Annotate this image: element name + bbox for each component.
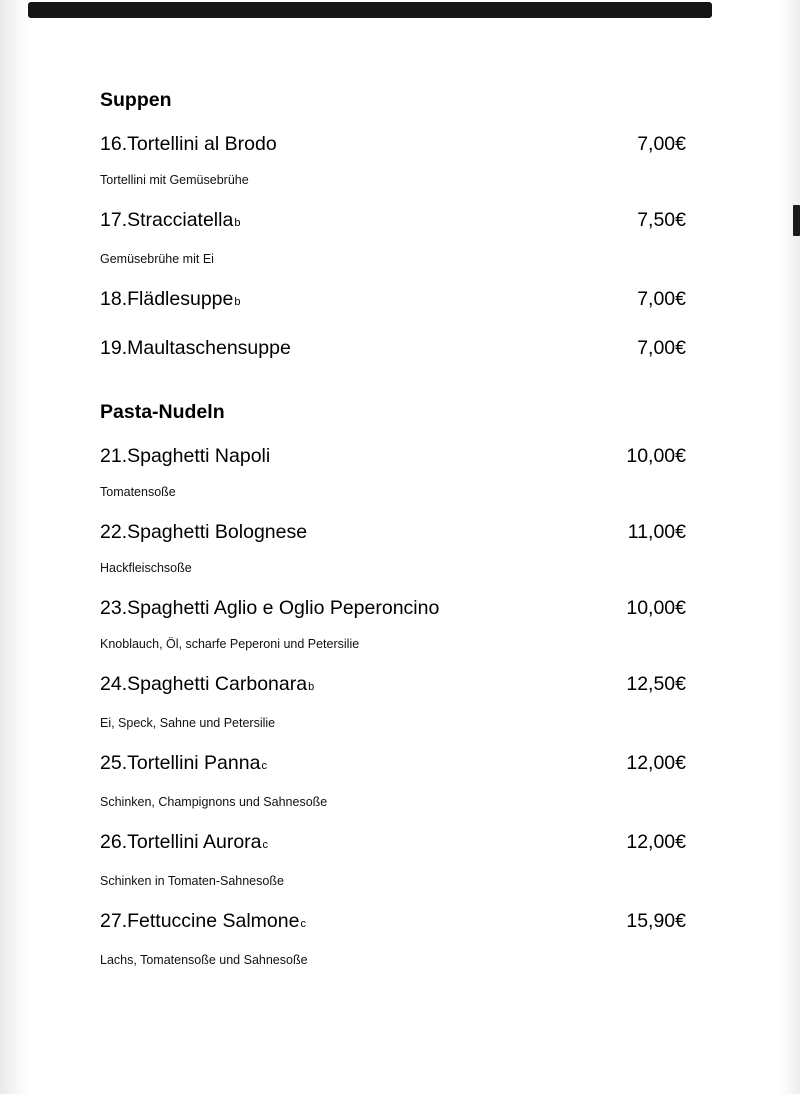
menu-item bbox=[100, 594, 686, 652]
item-price: 12,00€ bbox=[626, 752, 686, 774]
item-row bbox=[100, 749, 686, 780]
allergen-marker: c bbox=[262, 839, 269, 851]
item-description: Hackfleischsoße bbox=[100, 561, 192, 575]
item-row bbox=[100, 442, 686, 470]
item-title-text: 24.Spaghetti Carbonara bbox=[100, 673, 308, 695]
item-title: 22.Spaghetti Bolognese bbox=[100, 521, 308, 543]
item-row bbox=[100, 206, 686, 237]
item-title-text: 25.Tortellini Panna bbox=[100, 752, 261, 774]
item-price: 7,50€ bbox=[637, 209, 686, 231]
item-row bbox=[100, 907, 686, 938]
item-title bbox=[100, 828, 268, 859]
allergen-marker: b bbox=[308, 681, 315, 693]
item-title bbox=[100, 206, 240, 237]
item-title: 16.Tortellini al Brodo bbox=[100, 133, 277, 155]
item-row bbox=[100, 670, 686, 701]
allergen-marker: c bbox=[261, 760, 267, 772]
item-title-text: 26.Tortellini Aurora bbox=[100, 831, 262, 853]
item-description: Lachs, Tomatensoße und Sahnesoße bbox=[100, 953, 308, 967]
item-description: Gemüsebrühe mit Ei bbox=[100, 252, 214, 266]
menu-item bbox=[100, 334, 686, 362]
item-description: Schinken in Tomaten-Sahnesoße bbox=[100, 874, 284, 888]
allergen-marker: c bbox=[300, 918, 306, 930]
menu-item bbox=[100, 206, 686, 267]
item-price: 7,00€ bbox=[637, 133, 686, 155]
item-price: 7,00€ bbox=[637, 288, 686, 310]
item-price: 11,00€ bbox=[627, 521, 686, 543]
allergen-marker: b bbox=[234, 296, 241, 308]
item-title bbox=[100, 285, 240, 316]
section-title: Pasta-Nudeln bbox=[100, 401, 225, 423]
item-row bbox=[100, 828, 686, 859]
item-description: Schinken, Champignons und Sahnesoße bbox=[100, 795, 328, 809]
item-title bbox=[100, 670, 314, 701]
item-title: 19.Maultaschensuppe bbox=[100, 337, 291, 359]
item-row bbox=[100, 285, 686, 316]
allergen-marker: b bbox=[234, 217, 241, 229]
menu-item bbox=[100, 518, 686, 576]
item-description: Tomatensoße bbox=[100, 485, 176, 499]
menu-item bbox=[100, 907, 686, 968]
item-title: 23.Spaghetti Aglio e Oglio Peperoncino bbox=[100, 597, 440, 619]
menu-item bbox=[100, 749, 686, 810]
section-title: Suppen bbox=[100, 89, 172, 111]
item-description: Knoblauch, Öl, scharfe Peperoni und Petersilie bbox=[100, 637, 360, 651]
item-title-text: 18.Flädlesuppe bbox=[100, 288, 234, 310]
item-description: Tortellini mit Gemüsebrühe bbox=[100, 173, 249, 187]
menu-item bbox=[100, 130, 686, 188]
item-row bbox=[100, 594, 686, 622]
menu-section-suppen bbox=[100, 86, 686, 362]
item-price: 10,00€ bbox=[626, 597, 686, 619]
menu-item bbox=[100, 828, 686, 889]
item-title-text: 27.Fettuccine Salmone bbox=[100, 910, 300, 932]
item-row bbox=[100, 518, 686, 546]
item-price: 7,00€ bbox=[637, 337, 686, 359]
item-price: 12,00€ bbox=[626, 831, 686, 853]
menu-item bbox=[100, 442, 686, 500]
item-row bbox=[100, 130, 686, 158]
item-price: 15,90€ bbox=[626, 910, 686, 932]
menu-item bbox=[100, 285, 686, 316]
item-description: Ei, Speck, Sahne und Petersilie bbox=[100, 716, 276, 730]
item-row bbox=[100, 334, 686, 362]
menu-item bbox=[100, 670, 686, 731]
item-price: 10,00€ bbox=[626, 445, 686, 467]
item-title: 21.Spaghetti Napoli bbox=[100, 445, 271, 467]
item-title bbox=[100, 907, 306, 938]
item-title-text: 17.Stracciatella bbox=[100, 209, 234, 231]
item-price: 12,50€ bbox=[626, 673, 686, 695]
item-title bbox=[100, 749, 267, 780]
menu-section-pasta-nudeln bbox=[100, 398, 686, 968]
